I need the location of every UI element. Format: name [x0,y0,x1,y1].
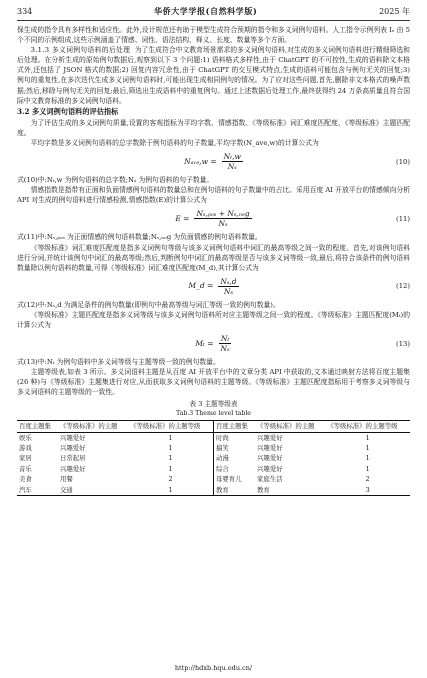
table-row [17,453,410,463]
equation-12 [17,273,410,300]
table-cell: 2 [168,475,173,484]
eq11-note: 式(11)中:Nₛ,ₚₒₛ 为正面情感的例句语料数量;Nₛ,ₙₑg 为负面情感的例句语料数量。 [17,233,262,242]
eq12-number: (12) [396,282,410,291]
table-cell: 1 [168,454,173,463]
table-header-cell: 《等级标准》的主题 [58,420,128,432]
eq13-note: 式(13)中:Nₜ 为例句语料中多义词等级与主题等级一致的例句数量。 [17,358,220,367]
table-cell: 娱乐 [19,433,32,442]
table-cell: 教育 [213,485,255,496]
table-caption-cn: 表 3 主题等级表 [189,400,238,409]
table-caption [17,399,410,417]
section-3-2-intro: 为了评估生成的多义词例句质量,设置的客观指标为平均字数、情感指数、《等级标准》词汇难度匹配度、《等级标准》主题匹配度。 [17,118,410,137]
eq12-denominator: Nₛ [223,286,233,296]
table-cell: 兴趣爱好 [60,443,86,452]
table-cell: 兴趣爱好 [257,454,283,463]
equation-10 [17,148,410,175]
eq13-lhs: Mₜ = [195,338,214,348]
eq11-denominator: Nₛ [218,219,228,229]
table-cell: 1 [168,443,173,452]
eq11-lhs: E = [175,213,190,223]
table-cell: 兴趣爱好 [60,433,86,442]
topic-intro: 《等级标准》主题匹配度是指多义词等级与该多义词例句语料所对应主题等级之间一致的程度。《等级标准》主题匹配度(Mₜ)的计算公式为 [17,310,410,329]
table-cell: 搞笑 [213,443,255,453]
table-row [17,464,410,474]
table-cell: 兴趣爱好 [257,464,283,473]
difficulty-intro: 《等级标准》词汇难度匹配度是指多义词例句等级与该多义词例句语料中词汇的最高等级之间一致的程度。首先,对该例句语料进行分词,并统计该例句中词汇的最高等级;然后,判断例句中词汇的最高等级是否与该多义词等级一致,最后,将符合该条件的例句语料数量除以例句语料的数量,可得《等级标准》词汇难度匹配度(M_d),其计算公式为 [17,243,410,272]
eq13-fraction [219,334,232,353]
table-cell: 1 [365,454,370,463]
table-caption-en: Tab.3 Theme level table [176,409,251,417]
eq11-number: (11) [396,214,410,223]
section-3-1-3-heading: 3.1.3 多义词例句语料的后处理 [30,46,131,55]
eq10-note: 式(10)中:Nₜ,w 为例句语料的总字数;Nₛ 为例句语料的句子数量。 [17,176,214,185]
table-header-cell: 《等级标准》的主题等级 [128,420,213,432]
eq12-numerator: Nₛ,d [220,276,237,286]
table-header-cell: 《等级标准》的主题 [255,420,325,432]
table-cell: 家庭生活 [257,475,283,484]
section-3-1-3-text: 为了生成符合中文教育场景需求的多义词例句语料,对生成的多义词例句语料进行精细筛选和后处理。在分析生成的原始例句数据后,观察到以下 3 个问题:1) 语料格式多样性,由于 ChatGPT 的不可控性,生成的语料除文本格式外,还包括了 JSON 格式的数据;2) 回复内容冗余性,由于 ChatGPT 的交互模式特点,生成的语料可能包含与例句无关的回复;3) 例句的重复性,在多次迭代生成多义词例句语料时,可能出现生成相同例句的情况。为了应对这些问题,首先,删除非文本格式的噪声数据;然后,移除与例句无关的回复;最后,筛选出生成语料中的重复例句。通过上述数据后处理工作,最终获得约 24 万条高质量且符合国际中文教育标准的多义词例句语料。 [17,46,410,105]
equation-13 [17,330,410,357]
eq13-numerator: Nₜ [220,334,230,344]
theme-level-table [17,420,410,496]
table-cell: 1 [168,433,173,442]
table-header-row [17,420,410,432]
eq10-lhs: Nₐᵥₑ,w = [184,156,217,166]
eq10-numerator: Nₜ,w [223,152,241,162]
table-cell: 用餐 [60,475,73,484]
table-cell: 日常起居 [60,454,86,463]
table-row [17,443,410,453]
eq10-fraction [222,152,243,171]
table-cell: 教育 [255,485,325,496]
eq10-denominator: Nₛ [227,162,237,172]
journal-year: 2025 年 [379,6,410,16]
eq12-note: 式(12)中:Nₛ,d 为满足条件的例句数量(即例句中最高等级与词汇等级一致的例句数量)。 [17,300,280,309]
header-rule [17,20,410,21]
eq13-number: (13) [396,339,410,348]
table-cell: 交通 [58,485,128,496]
table-cell: 兴趣爱好 [60,464,86,473]
table-cell: 1 [365,443,370,452]
avg-words-intro: 平均字数是多义词例句语料的总字数除于例句语料的句子数量,平均字数(N_ave,w)的计算公式为 [30,139,319,148]
table-header-cell: 百度主题集 [213,420,255,432]
table-cell: 兴趣爱好 [257,443,283,452]
table-cell: 2 [365,475,370,484]
table-cell: 1 [365,464,370,473]
table-cell: 游戏 [19,443,32,452]
table-row [17,485,410,496]
eq11-fraction [194,209,251,228]
table-cell: 美食 [19,475,32,484]
topic-detail: 主题等级表,如表 3 所示。多义词语料主题是从百度 AI 开放平台中的文章分类 API 中获取的,文本通过映射方法将百度主题集(26 种)与《等级标准》主题集进行对应,从而获取多义词例句语料的主题等级。《等级标准》主题匹配度指标用于考察多义词等级与多义词语料的主题等级的一致性。 [17,368,410,397]
table-cell: 兴趣爱好 [257,433,283,442]
table-cell: 母婴育儿 [213,474,255,484]
table-header-cell: 《等级标准》的主题等级 [325,420,410,432]
article-body [17,25,410,496]
table-cell: 3 [325,485,410,496]
paragraph-top: 保生成的指令具有多样性和适应性。此外,设计规范还有助于模型生成符合预期的指令和多义词例句语料。人工指令示例列表 Iₑ 由 5 个不同的示例组成,这些示例涵盖了情感、词性、语法结构、释义、长度、数量等多个方面。 [17,26,410,45]
emotion-intro: 情感指数是指带有正面和负面情感例句语料的数量总和在例句语料的句子数量中的占比。采用百度 AI 开放平台的情感倾向分析 API 对生成的例句语料进行情感检测,情感指数(E)的计算公式为 [17,186,410,205]
eq13-denominator: Nₛ [220,344,230,354]
table-cell: 动漫 [213,453,255,463]
table-cell: 音乐 [19,464,32,473]
equation-11 [17,205,410,232]
table-cell: 汽车 [17,485,58,496]
table-row [17,432,410,443]
page-header [17,4,410,18]
table-cell: 综合 [213,464,255,474]
table-row [17,474,410,484]
section-3-2-heading: 3.2 多义词例句语料的评估指标 [17,106,119,116]
eq12-fraction [218,277,238,296]
journal-title: 华侨大学学报(自然科学版) [154,5,258,16]
journal-url[interactable]: http://hdxb.hqu.edu.cn/ [174,664,253,672]
section-3-1-3 [17,45,410,106]
page-number: 334 [17,6,33,16]
table-cell: 1 [168,464,173,473]
table-header-cell: 百度主题集 [17,420,58,432]
table-cell: 家居 [19,454,32,463]
table-cell: 1 [365,433,370,442]
eq12-lhs: M_d = [188,281,214,291]
eq11-numerator: Nₛ,ₚₒₛ + Nₛ,ₙₑg [196,209,250,219]
eq10-number: (10) [396,157,410,166]
table-cell: 时尚 [213,432,255,443]
table-cell: 1 [128,485,213,496]
